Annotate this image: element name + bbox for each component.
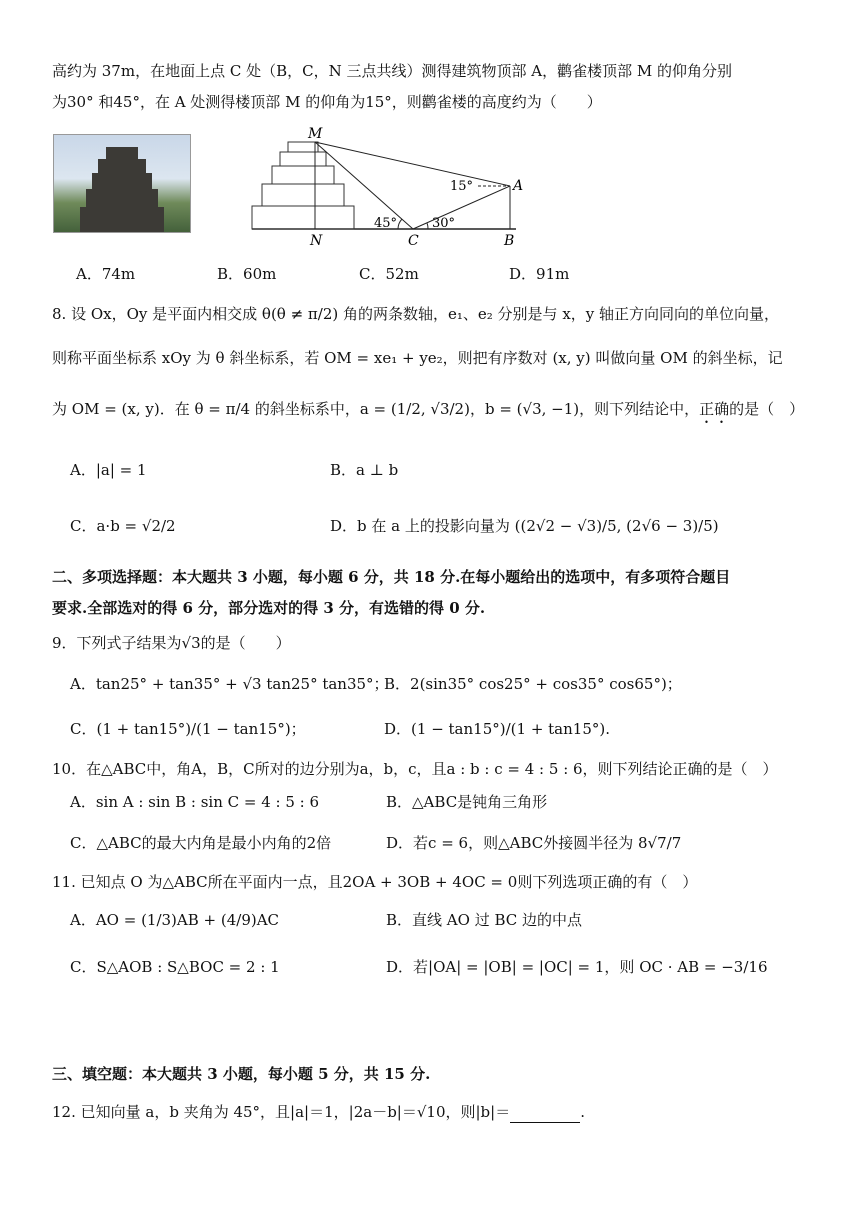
section-3-heading: 三、填空题：本大题共 3 小题，每小题 5 分，共 15 分. <box>52 1065 431 1083</box>
q10-option-a: A．sin A : sin B : sin C = 4 : 5 : 6 <box>70 793 320 811</box>
q8-option-c: C．a·b = √2/2 <box>70 517 176 535</box>
q11-option-a: A．AO = (1/3)AB + (4/9)AC <box>70 911 280 929</box>
section-2-heading-line-2: 要求.全部选对的得 6 分，部分选对的得 3 分，有选错的得 0 分. <box>52 599 486 617</box>
q11-option-c: C．S△AOB : S△BOC = 2 : 1 <box>70 958 280 976</box>
q12-answer-blank[interactable] <box>510 1106 580 1123</box>
q10-option-d: D．若c = 6，则△ABC外接圆半径为 8√7/7 <box>386 834 682 852</box>
tower-photo <box>53 134 191 233</box>
q12-stem-post: . <box>580 1103 585 1121</box>
q7-option-d: D．91m <box>509 265 570 283</box>
angle-15-label: 15° <box>450 179 474 194</box>
q7-line-1: 高约为 37m，在地面上点 C 处（B，C，N 三点共线）测得建筑物顶部 A，鹳雀楼顶部 M 的仰角分别 <box>52 62 732 80</box>
q8-line-3-post: 的是（ ） <box>729 400 805 418</box>
q8-option-a: A．|a| = 1 <box>70 461 147 479</box>
q12-stem <box>52 1101 585 1123</box>
label-A: A <box>513 178 524 194</box>
q9-option-a: A．tan25° + tan35° + √3 tan25° tan35°； <box>70 675 389 693</box>
q11-stem: 11. 已知点 O 为△ABC所在平面内一点，且2OA + 3OB + 4OC = 0则下列选项正确的有（ ） <box>52 873 698 891</box>
q8-line-2: 则称平面坐标系 xOy 为 θ 斜坐标系，若 OM = xe₁ + ye₂，则把有序数对 (x, y) 叫做向量 OM 的斜坐标，记 <box>52 349 783 367</box>
q8-line-3-pre: 为 OM = (x, y)．在 θ = π/4 的斜坐标系中，a = (1/2, √3/2)，b = (√3, −1)，则下列结论中， <box>52 400 700 418</box>
tower-geometry-diagram <box>248 124 524 250</box>
q10-stem: 10．在△ABC中，角A，B，C所对的边分别为a，b，c，且a : b : c = 4 : 5 : 6，则下列结论正确的是（ ） <box>52 760 778 778</box>
q7-option-b: B．60m <box>217 265 277 283</box>
q9-option-c: C．(1 + tan15°)/(1 − tan15°)； <box>70 720 306 738</box>
q7-option-a: A．74m <box>76 265 136 283</box>
label-N: N <box>310 233 323 249</box>
q8-emphasis: 正确 <box>699 400 730 418</box>
q11-option-d: D．若|OA| = |OB| = |OC| = 1，则 OC · AB = −3/16 <box>386 958 768 976</box>
q9-option-d: D．(1 − tan15°)/(1 + tan15°). <box>384 720 610 738</box>
q8-option-d: D．b 在 a 上的投影向量为 ((2√2 − √3)/5, (2√6 − 3)/5) <box>330 517 719 535</box>
q8-line-3 <box>52 398 804 427</box>
q9-stem: 9．下列式子结果为√3的是（ ） <box>52 634 291 652</box>
label-C: C <box>408 233 419 249</box>
q7-option-c: C．52m <box>359 265 419 283</box>
section-2-heading-line-1: 二、多项选择题：本大题共 3 小题，每小题 6 分，共 18 分.在每小题给出的选项中，有多项符合题目 <box>52 568 731 586</box>
q11-option-b: B．直线 AO 过 BC 边的中点 <box>386 911 583 929</box>
q12-stem-pre: 12. 已知向量 a，b 夹角为 45°，且|a|＝1，|2a－b|＝√10，则|b|＝ <box>52 1103 511 1121</box>
q10-option-b: B．△ABC是钝角三角形 <box>386 793 548 811</box>
q7-line-2: 为30° 和45°，在 A 处测得楼顶部 M 的仰角为15°，则鹳雀楼的高度约为（ ） <box>52 93 602 111</box>
q9-option-b: B．2(sin35° cos25° + cos35° cos65°)； <box>384 675 682 693</box>
q8-line-1: 8. 设 Ox，Oy 是平面内相交成 θ(θ ≠ π/2) 角的两条数轴，e₁、e₂ 分别是与 x，y 轴正方向同向的单位向量， <box>52 305 780 323</box>
label-M: M <box>308 126 323 142</box>
angle-30-label: 30° <box>432 216 456 231</box>
angle-45-label: 45° <box>374 216 398 231</box>
q8-option-b: B．a ⊥ b <box>330 461 399 479</box>
q10-option-c: C．△ABC的最大内角是最小内角的2倍 <box>70 834 332 852</box>
label-B: B <box>504 233 515 249</box>
